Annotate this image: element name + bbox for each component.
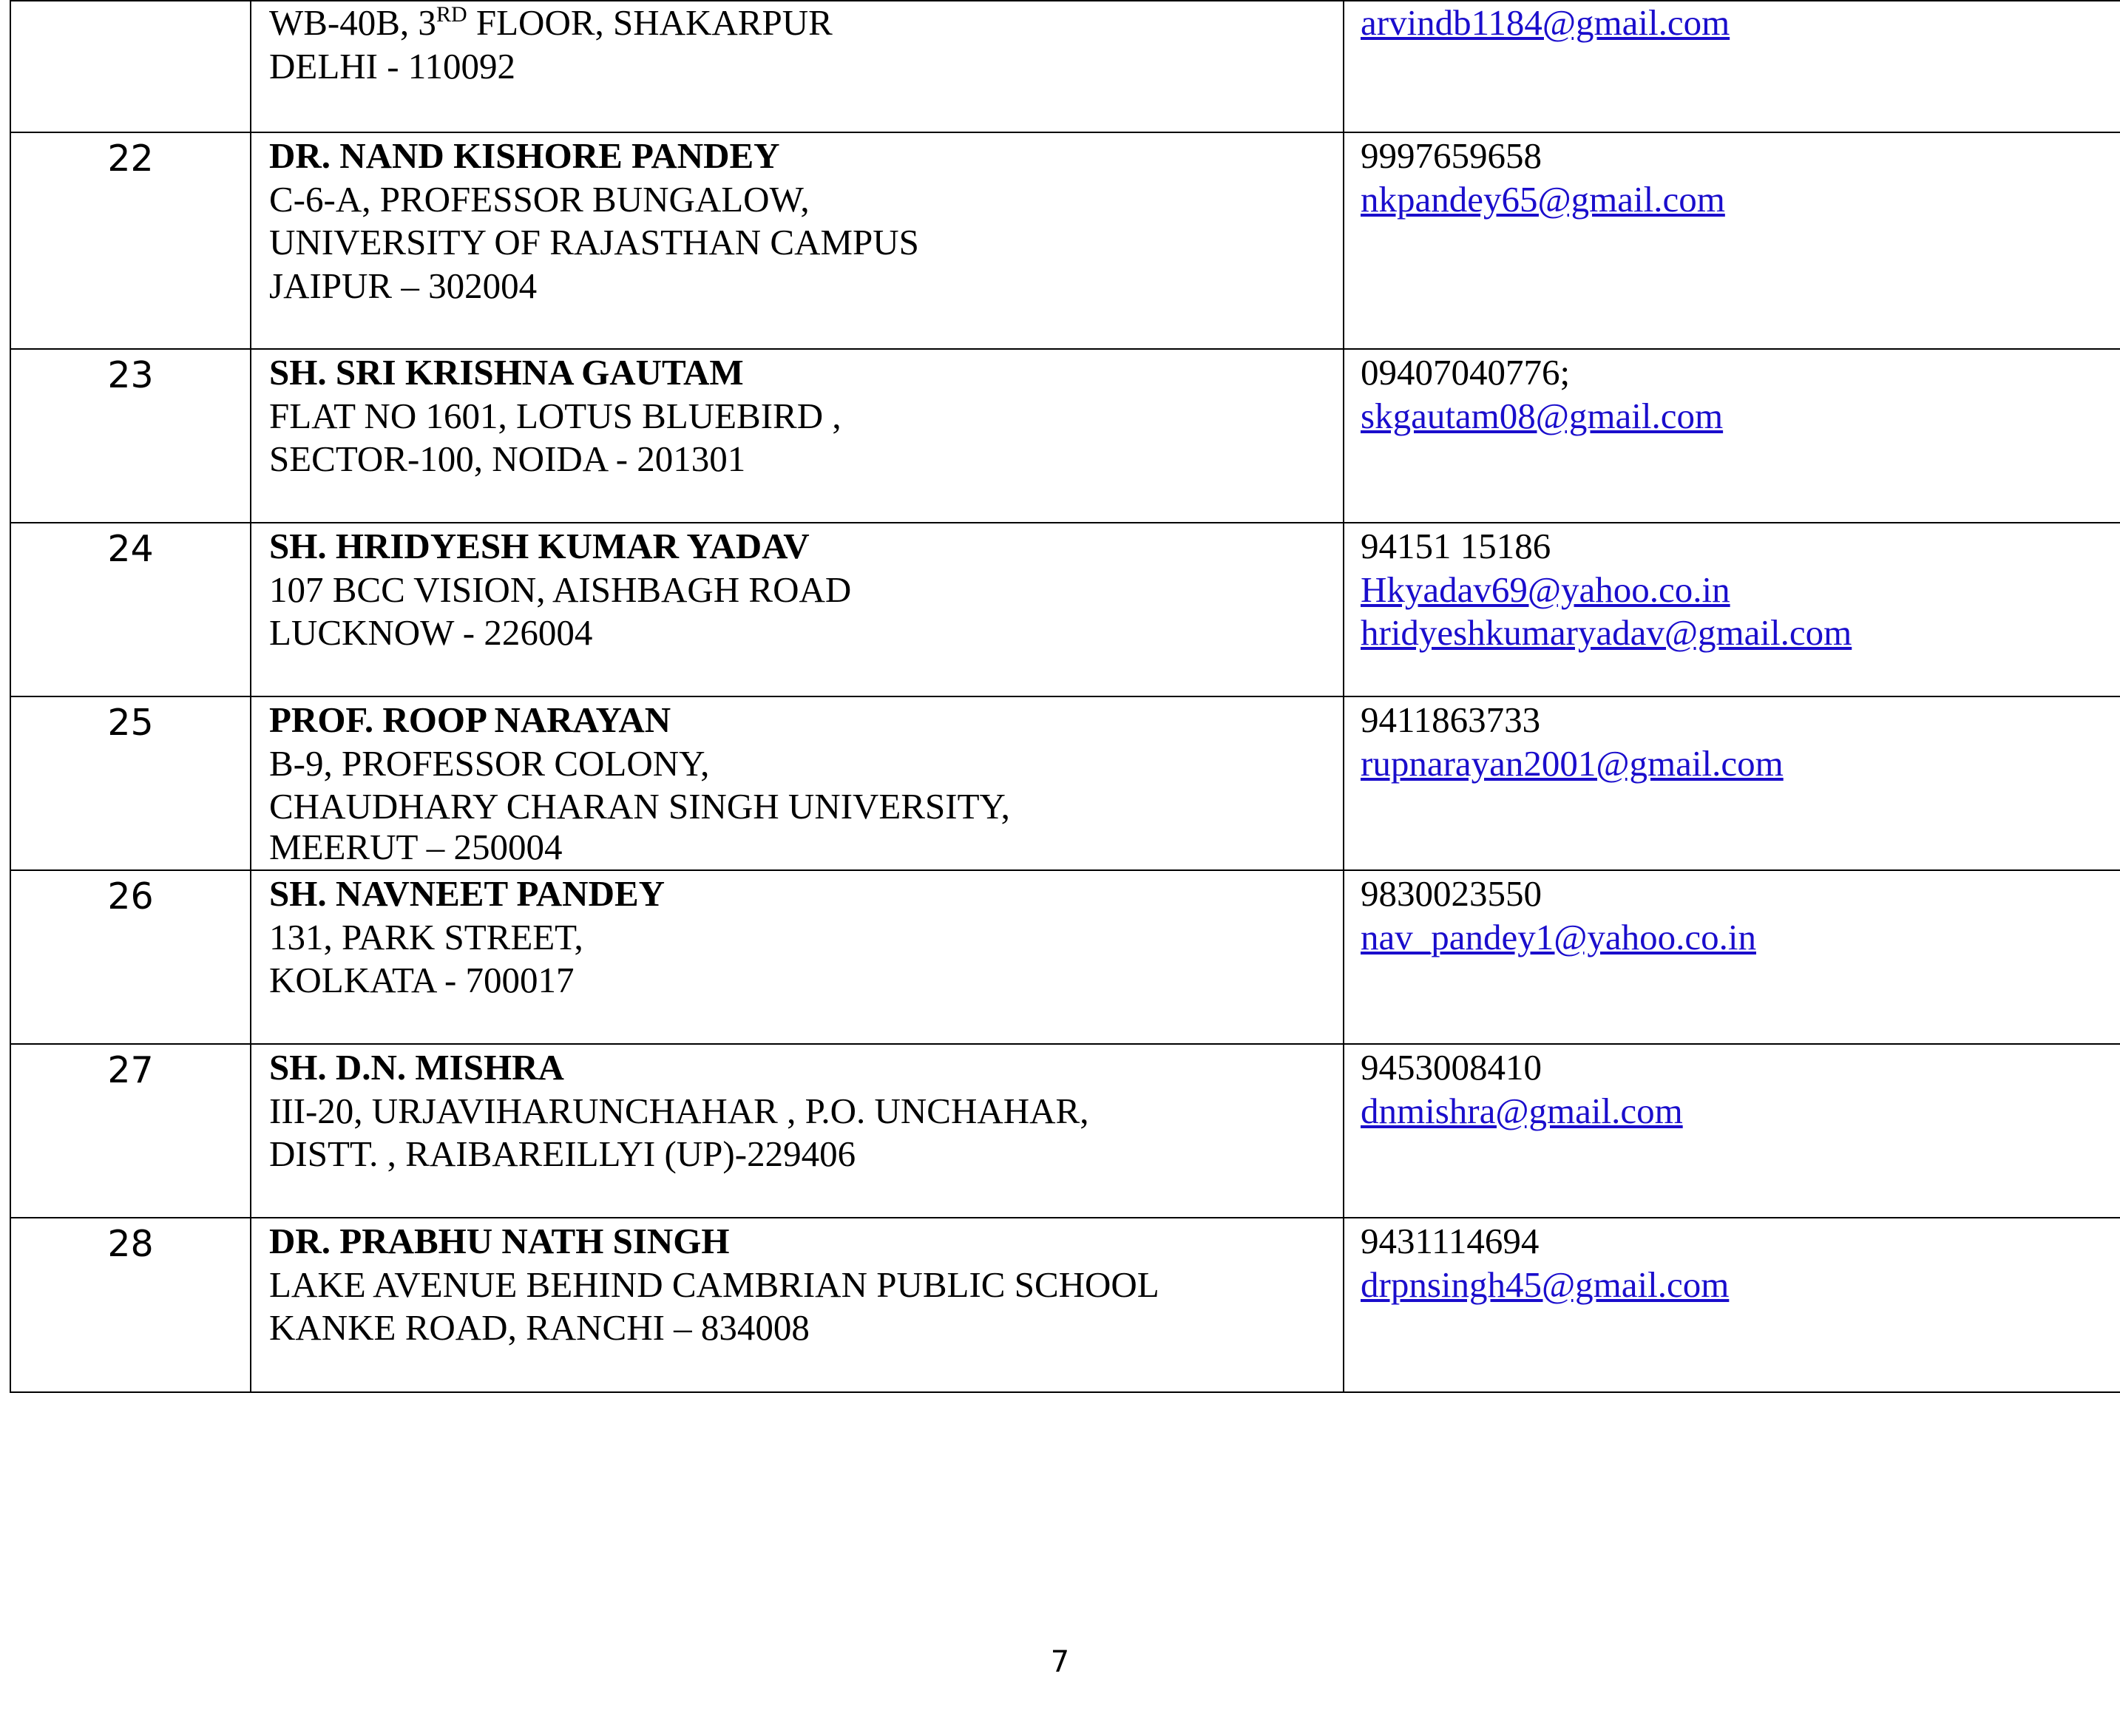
member-name: PROF. ROOP NARAYAN [269, 699, 671, 740]
address-line: C-6-A, PROFESSOR BUNGALOW, [269, 178, 810, 220]
address-cell [251, 870, 1344, 1044]
serial-number-cell: 27 [10, 1044, 251, 1218]
contact-cell [1344, 1, 2120, 132]
serial-number-cell: 22 [10, 132, 251, 349]
table-row [10, 1044, 2120, 1218]
contact-cell [1344, 523, 2120, 696]
phone-number: 09407040776; [1361, 352, 1571, 393]
contact-cell [1344, 1044, 2120, 1218]
email-link[interactable]: rupnarayan2001@gmail.com [1361, 742, 1784, 784]
table-row [10, 1, 2120, 132]
address-line: LUCKNOW - 226004 [269, 612, 593, 653]
address-cell [251, 349, 1344, 523]
email-link[interactable]: arvindb1184@gmail.com [1361, 2, 1730, 43]
address-line: KANKE ROAD, RANCHI – 834008 [269, 1307, 810, 1348]
address-line: DELHI - 110092 [269, 45, 515, 87]
email-link[interactable]: hridyeshkumaryadav@gmail.com [1361, 612, 1852, 653]
address-line: UNIVERSITY OF RAJASTHAN CAMPUS [269, 222, 919, 262]
members-table [10, 0, 2120, 1393]
phone-number: 9431114694 [1361, 1221, 1540, 1261]
address-cell [251, 1, 1344, 132]
address-cell [251, 132, 1344, 349]
serial-number-cell: 25 [10, 696, 251, 870]
email-link[interactable]: drpnsingh45@gmail.com [1361, 1264, 1730, 1305]
table-row [10, 523, 2120, 696]
phone-number: 9830023550 [1361, 873, 1542, 914]
email-link[interactable]: skgautam08@gmail.com [1361, 395, 1724, 436]
address-line: WB-40B, 3RD FLOOR, SHAKARPUR [269, 2, 833, 43]
member-name: SH. NAVNEET PANDEY [269, 873, 666, 914]
address-line: SECTOR-100, NOIDA - 201301 [269, 438, 746, 479]
address-line: MEERUT – 250004 [269, 826, 563, 867]
phone-number: 9411863733 [1361, 699, 1541, 740]
email-link[interactable]: nkpandey65@gmail.com [1361, 178, 1725, 220]
address-line: 131, PARK STREET, [269, 916, 583, 957]
member-name: DR. PRABHU NATH SINGH [269, 1221, 730, 1261]
serial-number-cell: 28 [10, 1218, 251, 1392]
address-line: DISTT. , RAIBAREILLYI (UP)-229406 [269, 1133, 856, 1174]
serial-number-cell [10, 1, 251, 132]
page-number: 7 [1050, 1645, 1070, 1679]
table-row [10, 1218, 2120, 1392]
contact-cell [1344, 132, 2120, 349]
address-cell [251, 696, 1344, 870]
serial-number-cell: 26 [10, 870, 251, 1044]
member-name: SH. HRIDYESH KUMAR YADAV [269, 526, 810, 566]
contact-cell [1344, 349, 2120, 523]
address-line: CHAUDHARY CHARAN SINGH UNIVERSITY, [269, 786, 1010, 827]
address-line: LAKE AVENUE BEHIND CAMBRIAN PUBLIC SCHOOL [269, 1264, 1159, 1305]
phone-number: 94151 15186 [1361, 526, 1551, 566]
email-link[interactable]: dnmishra@gmail.com [1361, 1090, 1683, 1131]
email-link[interactable]: Hkyadav69@yahoo.co.in [1361, 569, 1730, 610]
address-line: III-20, URJAVIHARUNCHAHAR , P.O. UNCHAHAR, [269, 1090, 1089, 1131]
member-name: SH. D.N. MISHRA [269, 1047, 564, 1088]
contact-cell [1344, 1218, 2120, 1392]
serial-number-cell: 23 [10, 349, 251, 523]
address-line: 107 BCC VISION, AISHBAGH ROAD [269, 569, 852, 610]
address-cell [251, 1044, 1344, 1218]
address-line: KOLKATA - 700017 [269, 960, 575, 1000]
address-cell [251, 1218, 1344, 1392]
table-row [10, 696, 2120, 870]
address-line: B-9, PROFESSOR COLONY, [269, 742, 710, 784]
phone-number: 9453008410 [1361, 1047, 1542, 1088]
phone-number: 9997659658 [1361, 135, 1542, 176]
ordinal-superscript: RD [436, 2, 467, 27]
table-row [10, 349, 2120, 523]
serial-number-cell: 24 [10, 523, 251, 696]
table-row [10, 870, 2120, 1044]
address-line: FLAT NO 1601, LOTUS BLUEBIRD , [269, 395, 841, 436]
address-cell [251, 523, 1344, 696]
member-name: DR. NAND KISHORE PANDEY [269, 135, 780, 176]
table-row [10, 132, 2120, 349]
contact-cell [1344, 870, 2120, 1044]
contact-cell [1344, 696, 2120, 870]
address-line: JAIPUR – 302004 [269, 265, 538, 306]
email-link[interactable]: nav_pandey1@yahoo.co.in [1361, 916, 1756, 957]
member-name: SH. SRI KRISHNA GAUTAM [269, 352, 744, 393]
